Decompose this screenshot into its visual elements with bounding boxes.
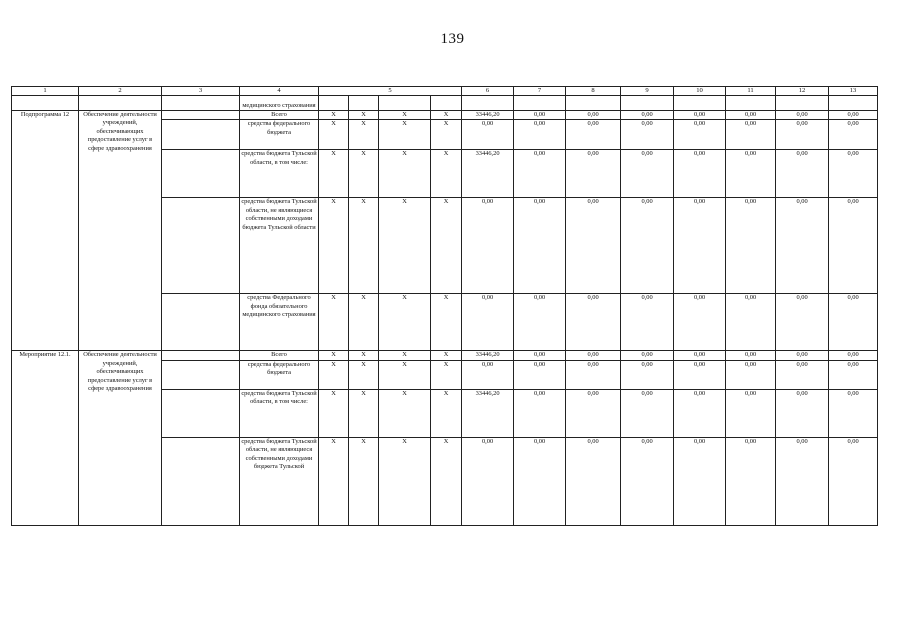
funding-source-cell: Всего [240,111,319,120]
value-cell: 0,00 [514,198,566,294]
value-cell: 0,00 [776,150,829,198]
value-cell: 0,00 [829,351,878,360]
x-marker-cell: X [379,294,431,351]
x-marker-cell: X [349,351,379,360]
value-cell: 0,00 [726,111,776,120]
x-marker-cell: X [379,389,431,437]
program-code-cell: Мероприятие 12.1. [12,351,79,525]
column-header: 12 [776,87,829,96]
value-cell: 0,00 [514,150,566,198]
x-marker-cell: X [319,150,349,198]
value-cell: 0,00 [674,150,726,198]
blank-cell [162,150,240,198]
value-cell: 0,00 [829,360,878,389]
value-cell: 0,00 [566,294,621,351]
value-cell: 0,00 [566,437,621,525]
funding-source-cell: средства бюджета Тульской области, в том числе: [240,150,319,198]
blank-cell [462,96,514,111]
blank-cell [621,96,674,111]
value-cell: 0,00 [621,198,674,294]
x-marker-cell: X [379,120,431,150]
value-cell: 0,00 [462,294,514,351]
value-cell: 0,00 [674,360,726,389]
blank-cell [162,294,240,351]
column-header: 10 [674,87,726,96]
value-cell: 0,00 [776,389,829,437]
budget-table [11,86,878,526]
value-cell: 0,00 [674,111,726,120]
x-marker-cell: X [319,120,349,150]
blank-cell [162,198,240,294]
value-cell: 0,00 [621,389,674,437]
value-cell: 0,00 [674,198,726,294]
blank-cell [431,96,462,111]
program-name-cell: Обеспечение деятельности учреждений, обеспечивающих предоставление услуг в сфере здравоохранения [79,351,162,525]
value-cell: 0,00 [566,150,621,198]
x-marker-cell: X [349,150,379,198]
value-cell: 0,00 [621,120,674,150]
value-cell: 0,00 [674,351,726,360]
value-cell: 0,00 [566,198,621,294]
value-cell: 0,00 [566,351,621,360]
funding-source-cell: средства федерального бюджета [240,360,319,389]
value-cell: 0,00 [726,351,776,360]
blank-cell [379,96,431,111]
value-cell: 0,00 [621,360,674,389]
blank-cell [726,96,776,111]
value-cell: 0,00 [674,294,726,351]
funding-source-cell: средства бюджета Тульской области, не являющиеся собственными доходами бюджета Тульской [240,437,319,525]
page-number: 139 [440,31,465,47]
value-cell: 0,00 [674,120,726,150]
blank-cell [162,389,240,437]
value-cell: 0,00 [462,437,514,525]
value-cell: 33446,20 [462,150,514,198]
x-marker-cell: X [379,360,431,389]
value-cell: 0,00 [566,120,621,150]
blank-cell [12,96,79,111]
value-cell: 0,00 [726,360,776,389]
funding-source-cell: средства Федерального фонда обязательного медицинского страхования [240,294,319,351]
blank-cell [349,96,379,111]
value-cell: 0,00 [726,389,776,437]
value-cell: 0,00 [621,294,674,351]
value-cell: 0,00 [462,120,514,150]
x-marker-cell: X [319,111,349,120]
value-cell: 0,00 [829,437,878,525]
x-marker-cell: X [431,111,462,120]
column-header: 11 [726,87,776,96]
blank-cell [162,96,240,111]
value-cell: 33446,20 [462,351,514,360]
column-header: 9 [621,87,674,96]
value-cell: 0,00 [462,360,514,389]
value-cell: 0,00 [566,360,621,389]
value-cell: 0,00 [514,111,566,120]
value-cell: 0,00 [776,360,829,389]
value-cell: 0,00 [514,294,566,351]
value-cell: 0,00 [462,198,514,294]
x-marker-cell: X [379,351,431,360]
value-cell: 0,00 [514,120,566,150]
x-marker-cell: X [431,351,462,360]
program-code-cell: Подпрограмма 12 [12,111,79,351]
blank-cell [566,96,621,111]
value-cell: 0,00 [514,351,566,360]
funding-source-cell: средства бюджета Тульской области, не являющиеся собственными доходами бюджета Тульской области [240,198,319,294]
column-header: 2 [79,87,162,96]
value-cell: 0,00 [621,437,674,525]
blank-cell [829,96,878,111]
value-cell: 0,00 [726,120,776,150]
blank-cell [79,96,162,111]
x-marker-cell: X [349,111,379,120]
column-header: 7 [514,87,566,96]
x-marker-cell: X [379,111,431,120]
x-marker-cell: X [319,198,349,294]
x-marker-cell: X [379,150,431,198]
value-cell: 0,00 [726,294,776,351]
x-marker-cell: X [319,437,349,525]
value-cell: 0,00 [674,389,726,437]
blank-cell [674,96,726,111]
x-marker-cell: X [431,389,462,437]
blank-cell [162,111,240,120]
blank-cell [319,96,349,111]
continuation-label: медицинского страхования [240,96,319,111]
value-cell: 0,00 [514,360,566,389]
value-cell: 0,00 [776,111,829,120]
value-cell: 0,00 [621,111,674,120]
column-header: 4 [240,87,319,96]
value-cell: 0,00 [621,150,674,198]
x-marker-cell: X [431,198,462,294]
x-marker-cell: X [431,120,462,150]
value-cell: 0,00 [776,351,829,360]
table-row [12,351,878,360]
value-cell: 0,00 [566,389,621,437]
x-marker-cell: X [431,437,462,525]
value-cell: 0,00 [829,120,878,150]
value-cell: 0,00 [514,437,566,525]
value-cell: 0,00 [726,150,776,198]
funding-source-cell: средства бюджета Тульской области, в том числе: [240,389,319,437]
x-marker-cell: X [431,360,462,389]
funding-source-cell: средства федерального бюджета [240,120,319,150]
value-cell: 0,00 [566,111,621,120]
value-cell: 0,00 [726,437,776,525]
x-marker-cell: X [379,437,431,525]
blank-cell [162,437,240,525]
x-marker-cell: X [349,360,379,389]
program-name-cell: Обеспечение деятельности учреждений, обеспечивающих предоставление услуг в сфере здравоохранения [79,111,162,351]
value-cell: 0,00 [829,150,878,198]
value-cell: 0,00 [726,198,776,294]
column-header: 6 [462,87,514,96]
funding-source-cell: Всего [240,351,319,360]
blank-cell [162,120,240,150]
x-marker-cell: X [319,360,349,389]
x-marker-cell: X [319,294,349,351]
value-cell: 0,00 [776,437,829,525]
value-cell: 0,00 [674,437,726,525]
value-cell: 0,00 [621,351,674,360]
x-marker-cell: X [379,198,431,294]
value-cell: 0,00 [776,294,829,351]
value-cell: 0,00 [776,198,829,294]
blank-cell [162,360,240,389]
continuation-row [12,96,878,111]
x-marker-cell: X [319,389,349,437]
value-cell: 33446,20 [462,389,514,437]
x-marker-cell: X [349,294,379,351]
blank-cell [776,96,829,111]
x-marker-cell: X [349,437,379,525]
value-cell: 0,00 [829,389,878,437]
value-cell: 33446,20 [462,111,514,120]
column-header: 1 [12,87,79,96]
value-cell: 0,00 [829,111,878,120]
column-header: 5 [319,87,462,96]
value-cell: 0,00 [514,389,566,437]
x-marker-cell: X [349,198,379,294]
column-header: 8 [566,87,621,96]
x-marker-cell: X [319,351,349,360]
value-cell: 0,00 [829,294,878,351]
x-marker-cell: X [349,389,379,437]
table-row [12,111,878,120]
x-marker-cell: X [431,294,462,351]
x-marker-cell: X [349,120,379,150]
value-cell: 0,00 [776,120,829,150]
value-cell: 0,00 [829,198,878,294]
blank-cell [514,96,566,111]
x-marker-cell: X [431,150,462,198]
blank-cell [162,351,240,360]
column-header-row [12,87,878,96]
column-header: 13 [829,87,878,96]
column-header: 3 [162,87,240,96]
